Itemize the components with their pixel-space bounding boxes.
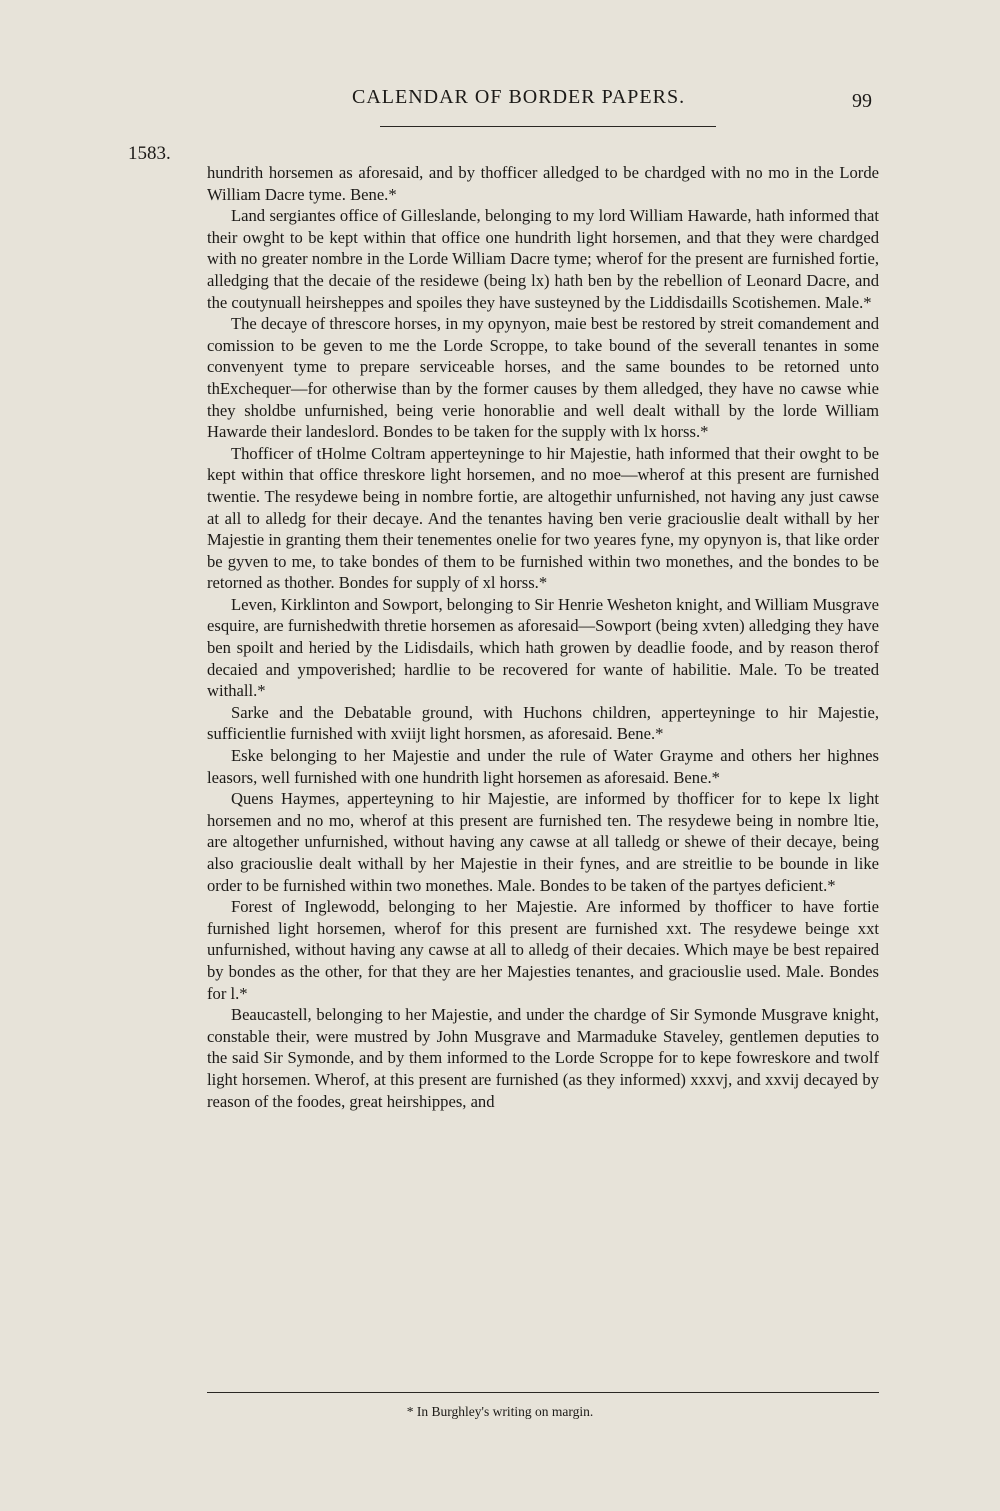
paragraph: Sarke and the Debatable ground, with Huchons children, apperteyninge to hir Majestie, sufficientlie furnished with xviijt light horsmen, as aforesaid. Bene.* <box>207 702 879 744</box>
paragraph: Quens Haymes, apperteyning to hir Majestie, are informed by thofficer for to kepe lx light horsemen and no mo, wherof at this present are furnished ten. The resydewe being in nombre ltie, are altogether unfurnished, without having any cawse at all talledg or shewe of their decaye, being also graciouslie dealt withall by her Majestie in their fynes, and are streitlie to be bounde in like order to be furnished within two monethes. Male. Bondes to be taken of the partyes deficient.* <box>207 789 879 895</box>
paragraph: Beaucastell, belonging to her Majestie, and under the chardge of Sir Symonde Musgrave knight, constable their, were mustred by John Musgrave and Marmaduke Staveley, gentlemen deputies to the said Sir Symonde, and by them informed to the Lorde Scroppe for to kepe fowreskore and twolf light horsemen. Wherof, at this present are furnished (as they informed) xxxvj, and xxvij decayed by reason of the foodes, great heirshippes, and <box>207 1005 879 1111</box>
footnote: * In Burghley's writing on margin. <box>406 1404 594 1419</box>
header-rule <box>380 126 716 127</box>
header-title: CALENDAR OF BORDER PAPERS. <box>352 86 686 108</box>
paragraph: Eske belonging to her Majestie and under the rule of Water Grayme and others her highnes leasors, well furnished with one hundrith light horsemen as aforesaid. Bene.* <box>207 746 879 787</box>
body-text <box>207 162 879 1112</box>
paragraph: Leven, Kirklinton and Sowport, belonging to Sir Henrie Wesheton knight, and William Musgrave esquire, are furnishedwith thretie horsemen as aforesaid—Sowport (being xvten) alledging they have ben spoilt and heried by the Lidisdails, which hath growen by deadlie foode, and by reason therof decaied and ympoverished; hardlie to be recovered for wante of habilitie. Male. To be treated withall.* <box>207 594 879 701</box>
paragraph: The decaye of threscore horses, in my opynyon, maie best be restored by streit comandement and comission to be geven to me the Lorde Scroppe, to take bound of the severall tenantes in some convenyent tyme to prepare serviceable horses, and the same boundes to be retorned unto thExchequer—for otherwise than by the former causes by them alledged, they have no cawse whie they sholdbe unfurnished, being verie honorablie and well dealt withall by the lorde William Hawarde their landeslord. Bondes to be taken for the supply with lx horss.* <box>207 314 879 442</box>
paragraph: Forest of Inglewodd, belonging to her Majestie. Are informed by thofficer to have fortie furnished light horsemen, wherof for this present are furnished xxt. The resydewe beinge xxt unfurnished, without having any cawse at all to alledg of their decaies. Which maye be best repaired by bondes as the other, for that they are her Majesties tenantes, and graciouslie used. Male. Bondes for l.* <box>207 897 879 1003</box>
paragraph: Thofficer of tHolme Coltram apperteyninge to hir Majestie, hath informed that their owght to be kept within that office threskore light horsemen, and no moe—wherof at this present are furnished twentie. The resydewe being in nombre fortie, are altogethir unfurnished, not having any just cawse at all to alledg for their decaye. And the tenantes having ben verie graciouslie dealt withall by her Majestie in granting them their tenementes onelie for two yeares fyne, my opynyon is, that like order be gyven to me, to take bondes of them to be furnished within two monethes, and the bondes to be retorned as thother. Bondes for supply of xl horss.* <box>207 443 879 593</box>
paragraph: Land sergiantes office of Gilleslande, belonging to my lord William Hawarde, hath informed that their owght to be kept within that office one hundrith light horsemen, and that they were chardged with no greater nombre in the Lorde William Dacre tyme; wherof for the present are furnished fortie, alledging that the decaie of the residewe (being lx) hath ben by the rebellion of Leonard Dacre, and the coutynuall heirsheppes and spoiles they have susteyned by the Liddisdaills Scotishemen. Male.* <box>207 206 879 312</box>
running-head <box>0 80 1000 120</box>
footnote-rule <box>207 1392 879 1393</box>
paragraph: hundrith horsemen as aforesaid, and by thofficer alledged to be chardged with no mo in the Lorde William Dacre tyme. Bene.* <box>207 163 879 204</box>
page-number: 99 <box>852 90 872 112</box>
margin-year: 1583. <box>128 143 171 164</box>
